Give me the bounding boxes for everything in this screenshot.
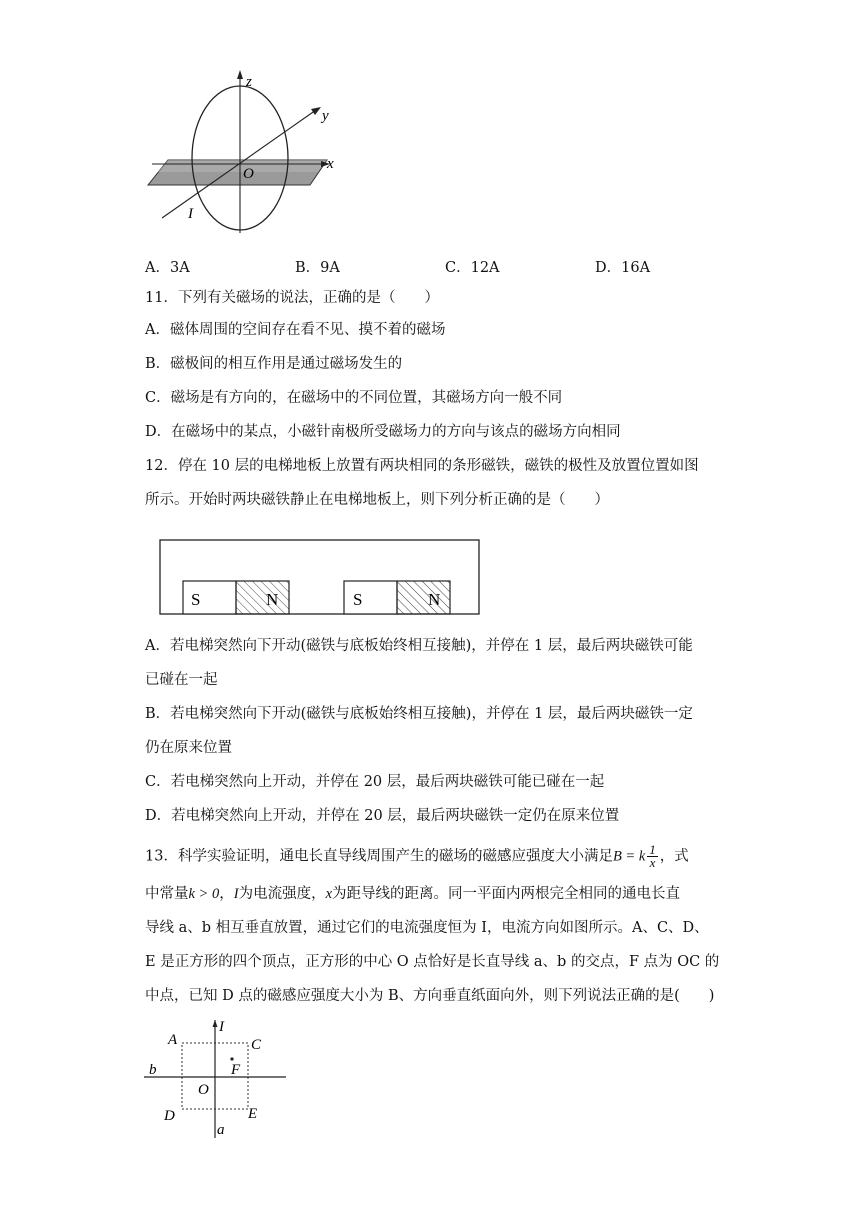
q13-line2-a: 中常量 [145,886,189,902]
z-axis-label: z [246,74,252,90]
q13-frac-num: 1 [649,842,656,857]
q12-stem-line1: 12．停在 10 层的电梯地板上放置有两块相同的条形磁铁，磁铁的极性及放置位置如图 [145,458,699,474]
q13-x: x [325,886,333,902]
magnet-2-n-label: N [428,590,441,609]
q13-line1-text: 13．科学实验证明，通电长直导线周围产生的磁场的磁感应强度大小满足 [145,848,613,865]
q12-option-b-line2: 仍在原来位置 [145,740,232,756]
q13-formula: B = k [612,848,646,865]
x-axis-label: x [327,156,334,172]
label-b: b [149,1062,157,1078]
q13-frac-den: x [649,855,656,870]
label-A: A [168,1032,178,1048]
label-E: E [248,1106,258,1122]
q13-line4: E 是正方形的四个顶点，正方形的中心 O 点恰好是长直导线 a、b 的交点，F 点为 OC 的 [145,954,720,970]
figure-crossed-wires [140,1016,300,1146]
q10-option-d: D．16A [595,260,651,276]
q12-stem-line2: 所示。开始时两块磁铁静止在电梯地板上，则下列分析正确的是（ ） [145,492,609,508]
magnet-1-n-label: N [266,590,279,609]
q13-line2-d: 为距导线的距离。同一平面内两根完全相同的通电长直 [332,886,681,902]
magnet-1-s-label: S [191,590,201,609]
q13-I: I [233,886,239,902]
current-label: I [188,206,193,222]
q12-option-a-line2: 已碰在一起 [145,672,218,688]
q11-option-d: D．在磁场中的某点，小磁针南极所受磁场力的方向与该点的磁场方向相同 [145,424,621,440]
origin-label: O [243,166,254,182]
q12-option-c: C．若电梯突然向上开动，并停在 20 层，最后两块磁铁可能已碰在一起 [145,774,605,790]
magnet-2-south [344,581,397,614]
q13-fraction [647,844,658,869]
q13-line2-c: 为电流强度， [238,886,326,902]
magnet-2-north [397,581,450,614]
figure-coil-axes [140,68,350,238]
q13-line3: 导线 a、b 相互垂直放置，通过它们的电流强度恒为 I，电流方向如图所示。A、C、D、 [145,920,709,936]
q11-stem: 11．下列有关磁场的说法，正确的是（ ） [145,290,439,306]
q13-k: k > 0 [188,886,220,902]
magnet-2-s-label: S [353,590,363,609]
q11-option-c: C．磁场是有方向的，在磁场中的不同位置，其磁场方向一般不同 [145,390,563,406]
label-D: D [164,1108,175,1124]
label-C: C [251,1037,262,1053]
q13-line5: 中点，已知 D 点的磁感应强度大小为 B、方向垂直纸面向外，则下列说法正确的是( ) [145,988,715,1004]
q12-option-b-line1: B．若电梯突然向下开动(磁铁与底板始终相互接触)，并停在 1 层，最后两块磁铁一定 [145,706,693,722]
label-O: O [198,1082,209,1098]
q12-option-d: D．若电梯突然向上开动，并停在 20 层，最后两块磁铁一定仍在原来位置 [145,808,620,824]
q10-option-a: A．3A [145,260,190,276]
point-f [230,1057,233,1060]
q13-line2-b: ， [219,886,234,902]
label-F: F [231,1062,241,1078]
q13-line2 [145,884,680,904]
q11-option-a: A．磁体周围的空间存在看不见、摸不着的磁场 [145,322,446,338]
q10-option-b: B．9A [295,260,340,276]
label-a: a [217,1122,225,1138]
label-I: I [219,1019,224,1035]
figure-elevator-magnets [158,538,482,616]
q13-line1 [145,844,689,869]
q11-option-b: B．磁极间的相互作用是通过磁场发生的 [145,356,403,372]
q12-option-a-line1: A．若电梯突然向下开动(磁铁与底板始终相互接触)，并停在 1 层，最后两块磁铁可能 [145,638,693,654]
q10-option-c: C．12A [445,260,500,276]
magnet-1-north [236,581,289,614]
q13-line1-tail: ，式 [659,848,689,865]
y-axis-label: y [322,108,329,124]
